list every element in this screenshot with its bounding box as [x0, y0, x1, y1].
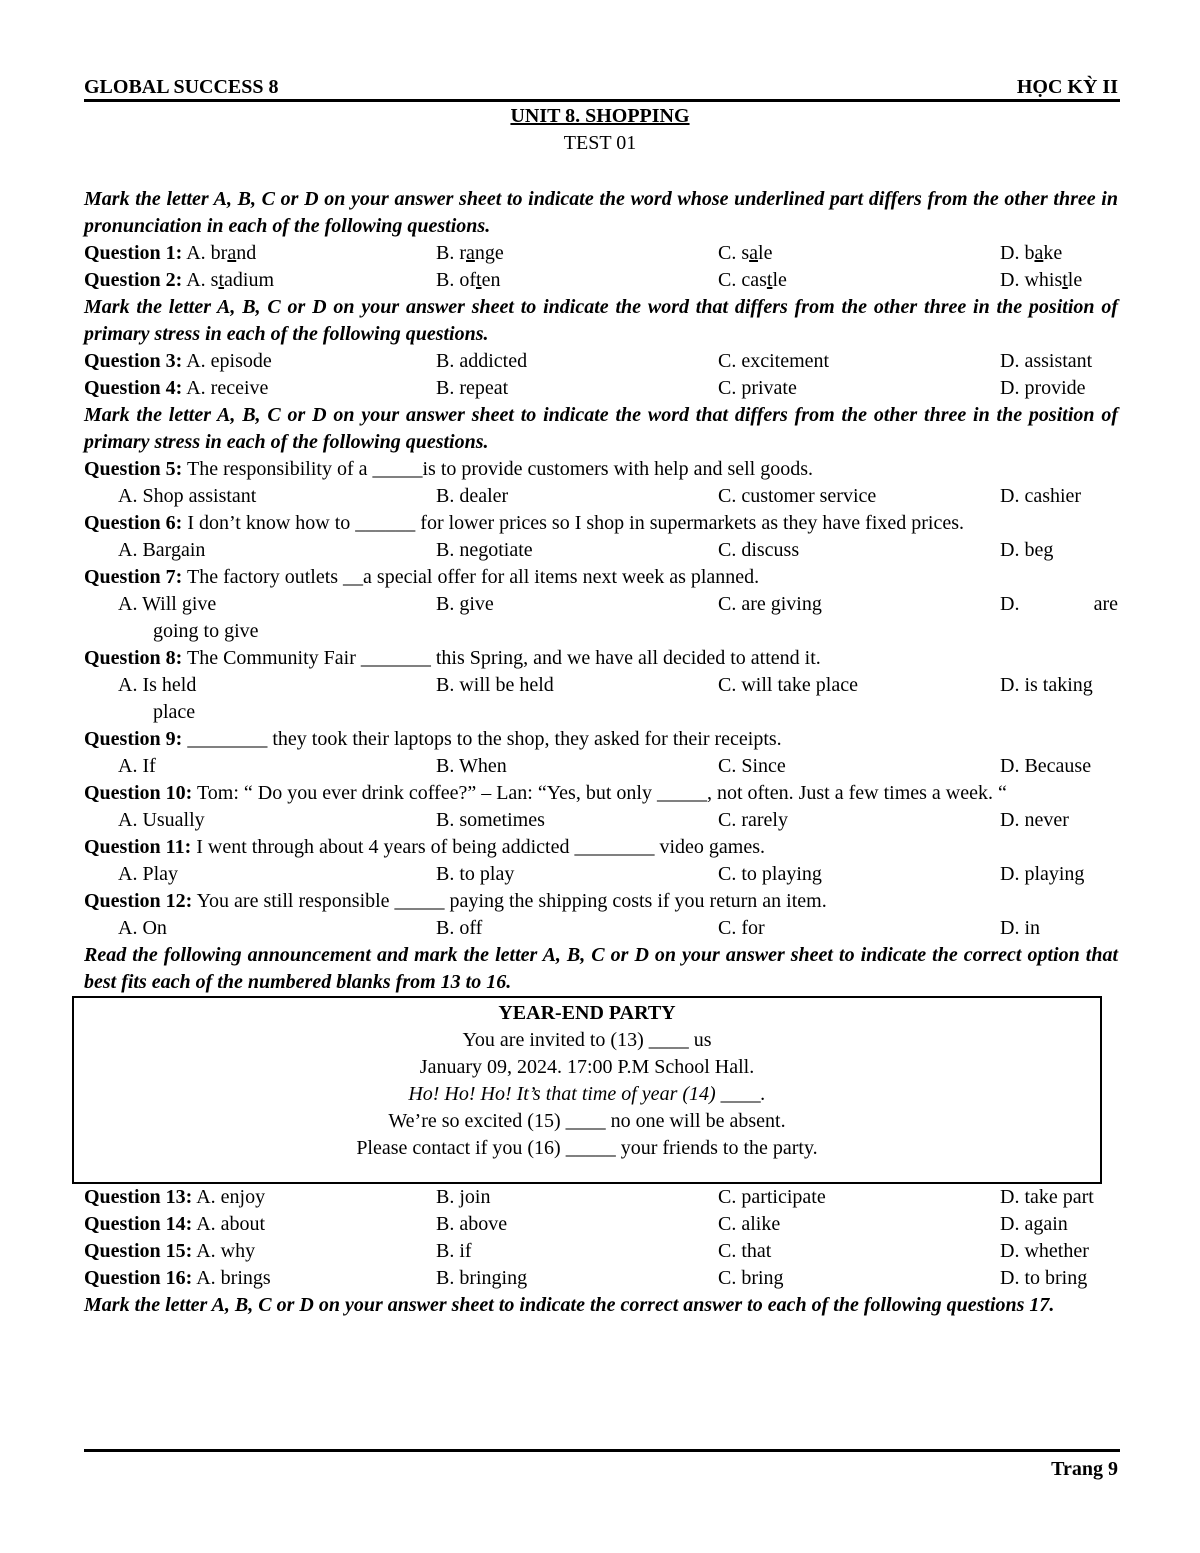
question-5-options [84, 483, 1118, 510]
option-d: D. is taking [1000, 674, 1093, 696]
option-a: A. about [192, 1213, 266, 1235]
option-b: B. range [436, 242, 504, 264]
instruction-pronunciation: Mark the letter A, B, C or D on your answer sheet to indicate the word whose underlined part differs from the other three in pronunciation in each of the following questions. [84, 188, 1118, 237]
option-d: D. never [1000, 809, 1069, 831]
option-b: B. will be held [436, 674, 554, 696]
option-c: C. alike [718, 1213, 781, 1235]
question-12-options [84, 915, 1118, 942]
option-a: A. Play [118, 863, 178, 885]
question-10: Question 10: Tom: “ Do you ever drink coffee?” – Lan: “Yes, but only _____, not often. Just a few times a week. “ [84, 782, 1007, 804]
announcement-title: YEAR-END PARTY [498, 1002, 676, 1024]
question-8: Question 8: The Community Fair _______ this Spring, and we have all decided to attend it. [84, 647, 821, 669]
option-d: D. to bring [1000, 1267, 1088, 1289]
test-subtitle: TEST 01 [563, 132, 637, 154]
question-label: Question 14: [84, 1213, 193, 1235]
option-d: D. cashier [1000, 485, 1082, 507]
option-b: B. negotiate [436, 539, 533, 561]
question-label: Question 1: [84, 242, 183, 264]
test-content [84, 186, 1118, 1319]
header-book-title: GLOBAL SUCCESS 8 [84, 76, 279, 98]
option-a: A. receive [182, 377, 269, 399]
option-a: A. brings [192, 1267, 271, 1289]
question-15 [84, 1238, 1118, 1265]
option-b: B. addicted [436, 350, 528, 372]
option-b: B. if [436, 1240, 472, 1262]
option-d: D. whether [1000, 1240, 1089, 1262]
question-2: Question 2: A. stadium B. often C. castle D. whistle [84, 267, 1118, 294]
announcement-line: Ho! Ho! Ho! It’s that time of year (14) ____. [408, 1083, 766, 1105]
option-c: C. will take place [718, 674, 858, 696]
option-b: B. dealer [436, 485, 509, 507]
option-c: C. rarely [718, 809, 788, 831]
option-d: D. Because [1000, 755, 1092, 777]
option-b: B. above [436, 1213, 508, 1235]
page-number: Trang 9 [1051, 1458, 1118, 1480]
option-c: C. customer service [718, 485, 877, 507]
page-header [84, 72, 1118, 100]
question-11: Question 11: I went through about 4 years of being addicted ________ video games. [84, 836, 765, 858]
announcement-line: Please contact if you (16) _____ your friends to the party. [356, 1137, 818, 1159]
option-c: C. discuss [718, 539, 800, 561]
option-b: B. to play [436, 863, 515, 885]
option-a: A. Bargain [118, 539, 206, 561]
question-4 [84, 375, 1118, 402]
option-d: D. take part [1000, 1186, 1094, 1208]
question-10-options [84, 807, 1118, 834]
option-c: C. are giving [718, 593, 822, 615]
question-6: Question 6: I don’t know how to ______ for lower prices so I shop in supermarkets as they have fixed prices. [84, 512, 965, 534]
option-c: C. private [718, 377, 797, 399]
announcement-box [72, 996, 1102, 1184]
question-7: Question 7: The factory outlets __a special offer for all items next week as planned. [84, 566, 760, 588]
option-a: A. episode [182, 350, 272, 372]
option-a: A. why [192, 1240, 256, 1262]
question-8-options [84, 672, 1118, 699]
option-c: C. for [718, 917, 765, 939]
instruction-stress: Mark the letter A, B, C or D on your answer sheet to indicate the word that differs from the other three in the position of primary stress in each of the following questions. [84, 296, 1118, 345]
option-b: B. give [436, 593, 494, 615]
option-b: B. join [436, 1186, 491, 1208]
option-c: C. to playing [718, 863, 822, 885]
announcement-line: You are invited to (13) ____ us [462, 1029, 712, 1051]
option-d: D. bake [1000, 242, 1063, 264]
option-a: A. On [118, 917, 167, 939]
question-6-options [84, 537, 1118, 564]
header-semester: HỌC KỲ II [1016, 76, 1118, 98]
option-d: D. again [1000, 1213, 1068, 1235]
option-b: B. When [436, 755, 507, 777]
option-d: D. are [1000, 593, 1118, 615]
question-label: Question 13: [84, 1186, 193, 1208]
option-b: B. sometimes [436, 809, 545, 831]
option-a: A. Will give [118, 593, 217, 615]
option-d-continuation: place [153, 701, 196, 723]
instruction-grammar: Mark the letter A, B, C or D on your answer sheet to indicate the word that differs from the other three in the position of primary stress in each of the following questions. [84, 404, 1118, 453]
question-9: Question 9: ________ they took their laptops to the shop, they asked for their receipts. [84, 728, 782, 750]
option-d: D. provide [1000, 377, 1086, 399]
question-14 [84, 1211, 1118, 1238]
option-d-continuation: going to give [153, 620, 259, 642]
option-b: B. repeat [436, 377, 509, 399]
option-a: A. Usually [118, 809, 205, 831]
option-a: A. Is held [118, 674, 197, 696]
question-label: Question 2: [84, 269, 183, 291]
option-c: C. sale [718, 242, 773, 264]
question-12: Question 12: You are still responsible _____ paying the shipping costs if you return an item. [84, 890, 827, 912]
announcement-line: We’re so excited (15) ____ no one will be absent. [388, 1110, 786, 1132]
option-c: C. bring [718, 1267, 784, 1289]
question-label: Question 4: [84, 377, 183, 399]
question-1: Question 1: A. brand B. range C. sale D. bake [84, 240, 1118, 267]
option-c: C. Since [718, 755, 786, 777]
question-label: Question 3: [84, 350, 183, 372]
option-b: B. often [436, 269, 501, 291]
question-label: Question 16: [84, 1267, 193, 1289]
question-13 [84, 1184, 1118, 1211]
option-c: C. that [718, 1240, 772, 1262]
option-d: D. assistant [1000, 350, 1093, 372]
option-a: A. If [118, 755, 156, 777]
question-16 [84, 1265, 1118, 1292]
option-d: D. beg [1000, 539, 1054, 561]
option-d: D. in [1000, 917, 1040, 939]
instruction-announcement: Read the following announcement and mark the letter A, B, C or D on your answer sheet to indicate the correct option that best fits each of the numbered blanks from 13 to 16. [84, 944, 1118, 993]
announcement-line: January 09, 2024. 17:00 P.M School Hall. [419, 1056, 755, 1078]
footer-rule [84, 1449, 1120, 1452]
option-c: C. castle [718, 269, 787, 291]
option-c: C. excitement [718, 350, 830, 372]
option-d: D. whistle [1000, 269, 1083, 291]
question-11-options [84, 861, 1118, 888]
question-label: Question 15: [84, 1240, 193, 1262]
question-3 [84, 348, 1118, 375]
header-rule [84, 99, 1120, 102]
option-a: A. Shop assistant [118, 485, 257, 507]
option-b: B. bringing [436, 1267, 528, 1289]
instruction-question-17: Mark the letter A, B, C or D on your answer sheet to indicate the correct answer to each of the following questions 17. [84, 1294, 1055, 1316]
option-d: D. playing [1000, 863, 1085, 885]
option-c: C. participate [718, 1186, 826, 1208]
question-5: Question 5: The responsibility of a _____is to provide customers with help and sell goods. [84, 458, 814, 480]
question-7-options [84, 591, 1118, 618]
unit-title: UNIT 8. SHOPPING [510, 105, 690, 127]
question-9-options [84, 753, 1118, 780]
option-b: B. off [436, 917, 483, 939]
option-a: A. enjoy [192, 1186, 266, 1208]
